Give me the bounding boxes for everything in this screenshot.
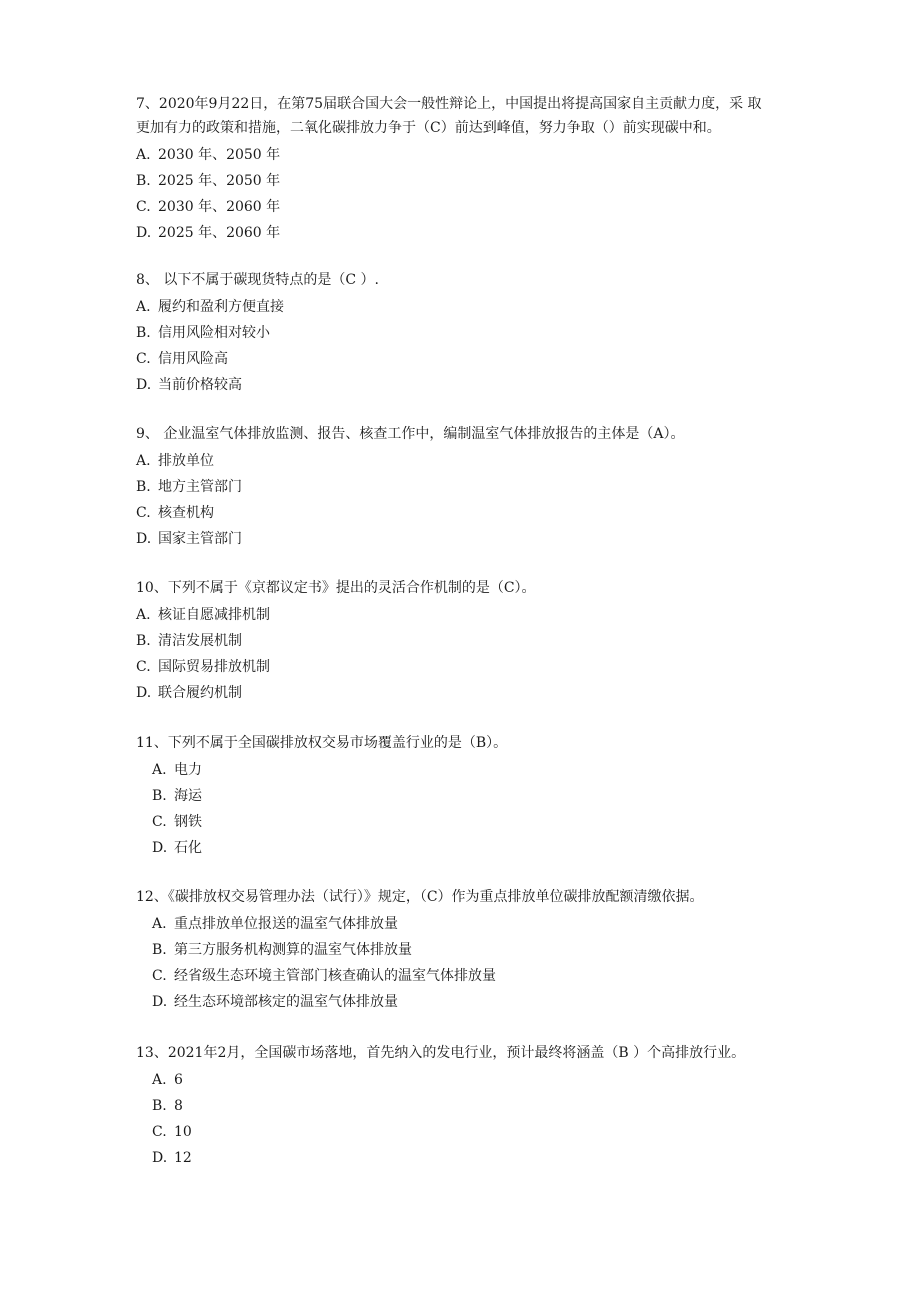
option-a: A. 电力 bbox=[152, 762, 202, 778]
option-list bbox=[136, 911, 796, 1015]
option-a: A. 排放单位 bbox=[136, 453, 214, 469]
question-10 bbox=[136, 576, 796, 706]
question-8 bbox=[136, 268, 796, 398]
option-b: B. 海运 bbox=[152, 788, 202, 804]
question-stem bbox=[136, 576, 796, 600]
question-stem bbox=[136, 92, 796, 140]
question-stem-line: 11、下列不属于全国碳排放权交易市场覆盖行业的是（B）。 bbox=[136, 735, 508, 751]
question-stem-line: 9、 企业温室气体排放监测、报告、核查工作中，编制温室气体排放报告的主体是（A）。 bbox=[136, 426, 685, 442]
question-13 bbox=[136, 1041, 796, 1171]
question-stem-line: 12、《碳排放权交易管理办法（试行）》规定，（C）作为重点排放单位碳排放配额清缴依据。 bbox=[136, 889, 704, 905]
question-stem bbox=[136, 422, 796, 446]
option-c: C. 信用风险高 bbox=[136, 351, 228, 367]
question-stem-line: 13、2021年2月，全国碳市场落地，首先纳入的发电行业，预计最终将涵盖（B ）个高排放行业。 bbox=[136, 1045, 746, 1061]
option-d: D. 石化 bbox=[152, 840, 202, 856]
option-d: D. 12 bbox=[152, 1150, 192, 1166]
option-a: A. 履约和盈利方便直接 bbox=[136, 299, 284, 315]
option-d: D. 经生态环境部核定的温室气体排放量 bbox=[152, 994, 398, 1010]
option-c: C. 2030 年、2060 年 bbox=[136, 199, 281, 215]
question-stem bbox=[136, 268, 796, 292]
option-c: C. 10 bbox=[152, 1124, 192, 1140]
question-stem-line: 10、下列不属于《京都议定书》提出的灵活合作机制的是（C）。 bbox=[136, 580, 536, 596]
option-d: D. 联合履约机制 bbox=[136, 685, 242, 701]
question-stem bbox=[136, 731, 796, 755]
option-b: B. 地方主管部门 bbox=[136, 479, 242, 495]
option-b: B. 第三方服务机构测算的温室气体排放量 bbox=[152, 942, 412, 958]
option-c: C. 国际贸易排放机制 bbox=[136, 659, 270, 675]
option-list bbox=[136, 142, 796, 246]
option-d: D. 当前价格较高 bbox=[136, 377, 242, 393]
option-c: C. 钢铁 bbox=[152, 814, 202, 830]
question-stem-line: 8、 以下不属于碳现货特点的是（C ）. bbox=[136, 272, 379, 288]
option-b: B. 8 bbox=[152, 1098, 183, 1114]
option-list bbox=[136, 757, 796, 861]
option-a: A. 6 bbox=[152, 1072, 183, 1088]
question-7 bbox=[136, 92, 796, 246]
question-9 bbox=[136, 422, 796, 552]
option-list bbox=[136, 448, 796, 552]
option-d: D. 2025 年、2060 年 bbox=[136, 225, 281, 241]
question-stem bbox=[136, 885, 796, 909]
option-list bbox=[136, 294, 796, 398]
option-b: B. 2025 年、2050 年 bbox=[136, 173, 281, 189]
option-b: B. 清洁发展机制 bbox=[136, 633, 242, 649]
option-list bbox=[136, 1067, 796, 1171]
question-stem-line: 更加有力的政策和措施，二氧化碳排放力争于（C）前达到峰值，努力争取（）前实现碳中和。 bbox=[136, 120, 721, 136]
option-d: D. 国家主管部门 bbox=[136, 531, 242, 547]
option-c: C. 经省级生态环境主管部门核查确认的温室气体排放量 bbox=[152, 968, 496, 984]
option-a: A. 核证自愿减排机制 bbox=[136, 607, 270, 623]
question-11 bbox=[136, 731, 796, 861]
option-c: C. 核查机构 bbox=[136, 505, 214, 521]
option-list bbox=[136, 602, 796, 706]
question-stem bbox=[136, 1041, 796, 1065]
question-stem-line: 7、2020年9月22日，在第75届联合国大会一般性辩论上，中国提出将提高国家自主贡献力度，采 取 bbox=[136, 96, 762, 112]
option-a: A. 2030 年、2050 年 bbox=[136, 147, 281, 163]
option-a: A. 重点排放单位报送的温室气体排放量 bbox=[152, 916, 398, 932]
option-b: B. 信用风险相对较小 bbox=[136, 325, 270, 341]
question-12 bbox=[136, 885, 796, 1015]
